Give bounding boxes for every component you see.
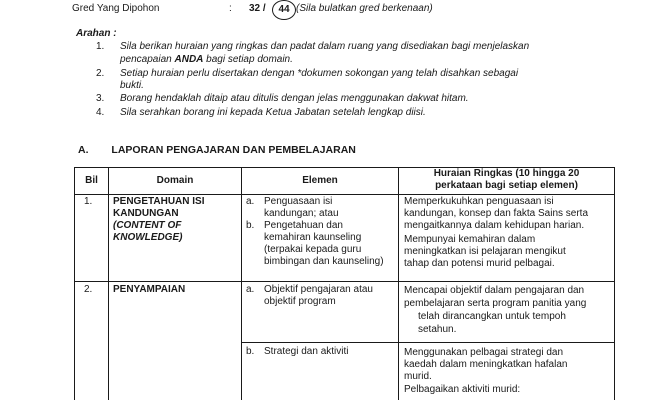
- row-1-huraian-a-line-1: Memperkukuhkan penguasaan isi: [404, 196, 554, 207]
- header-bil: Bil: [85, 175, 98, 186]
- row-1-domain-line-2: KANDUNGAN: [113, 208, 179, 219]
- grade-option-32: 32 /: [249, 3, 266, 14]
- row-2-element-a-letter: a.: [246, 284, 255, 295]
- instructions-title: Arahan :: [76, 28, 117, 39]
- row-2-bil: 2.: [84, 284, 93, 295]
- row-2-domain: PENYAMPAIAN: [113, 284, 186, 295]
- row-2-huraian-b-line-1: Menggunakan pelbagai strategi dan: [404, 347, 564, 358]
- instruction-number-2: 2.: [96, 68, 105, 79]
- section-heading: LAPORAN PENGAJARAN DAN PEMBELAJARAN: [111, 144, 356, 156]
- row-1-element-a-letter: a.: [246, 196, 255, 207]
- instruction-2-line-2: bukti.: [120, 80, 144, 91]
- row-1-element-a-line-2: kandungan; atau: [264, 208, 339, 219]
- row-1-huraian-b-line-3: tahap dan potensi murid pelbagai.: [404, 258, 555, 269]
- instruction-3-line-1: Borang hendaklah ditaip atau ditulis dengan jelas menggunakan dakwat hitam.: [120, 93, 469, 104]
- row-2-huraian-b-line-2: kaedah dalam meningkatkan hafalan: [404, 359, 568, 370]
- instruction-number-4: 4.: [96, 107, 105, 118]
- grade-note: (Sila bulatkan gred berkenaan): [296, 3, 433, 14]
- row-2-element-a-line-1: Objektif pengajaran atau: [264, 284, 373, 295]
- row-2-element-b-line-1: Strategi dan aktiviti: [264, 346, 349, 357]
- section-letter: A.: [78, 144, 89, 156]
- header-domain: Domain: [156, 175, 194, 186]
- instruction-number-3: 3.: [96, 93, 105, 104]
- row-1-domain-line-1: PENGETAHUAN ISI: [113, 196, 205, 207]
- row-2-huraian-a-line-2: pembelajaran serta program panitia yang: [404, 298, 587, 309]
- grade-label: Gred Yang Dipohon: [72, 3, 160, 14]
- row-1-huraian-a-line-3: mengaitkannya dalam kehidupan harian.: [404, 220, 585, 231]
- table-subrow-divider: [241, 342, 615, 343]
- instruction-1-line-1: Sila berikan huraian yang ringkas dan padat dalam ruang yang disediakan bagi menjelaskan: [120, 41, 530, 52]
- instruction-number-1: 1.: [96, 41, 105, 52]
- row-1-huraian-a-line-2: kandungan, konsep dan fakta Sains serta: [404, 208, 589, 219]
- grade-option-44-circled: 44: [272, 0, 296, 20]
- row-2-element-b-letter: b.: [246, 346, 255, 357]
- row-1-domain-en-line-1: (CONTENT OF: [113, 220, 182, 231]
- table-col-divider-2: [241, 167, 242, 400]
- header-elemen: Elemen: [302, 175, 338, 186]
- instruction-1-line-2: pencapaian ANDA bagi setiap domain.: [120, 54, 293, 65]
- table-row-divider: [74, 281, 615, 282]
- row-1-element-b-line-4: bimbingan dan kaunseling): [264, 256, 384, 267]
- row-1-element-b-line-2: kemahiran kaunseling: [264, 232, 362, 243]
- section-title: [78, 144, 356, 156]
- table-col-divider-1: [108, 167, 109, 400]
- row-2-element-a-line-2: objektif program: [264, 296, 336, 307]
- grade-colon: :: [229, 3, 232, 14]
- row-1-domain-en-line-2: KNOWLEDGE): [113, 232, 183, 243]
- row-1-element-a-line-1: Penguasaan isi: [264, 196, 333, 207]
- row-1-bil: 1.: [84, 196, 93, 207]
- row-1-huraian-b-line-2: meningkatkan isi pelajaran mengikut: [404, 246, 566, 257]
- row-1-element-b-line-1: Pengetahuan dan: [264, 220, 343, 231]
- table-col-divider-3: [398, 167, 399, 400]
- instruction-4-line-1: Sila serahkan borang ini kepada Ketua Jabatan setelah lengkap diisi.: [120, 107, 426, 118]
- row-2-huraian-b-line-3: murid.: [404, 371, 432, 382]
- row-1-huraian-b-line-1: Mempunyai kemahiran dalam: [404, 234, 536, 245]
- row-2-huraian-a-line-3: telah dirancangkan untuk tempoh: [418, 311, 566, 322]
- table-border-right: [614, 167, 615, 400]
- row-1-element-b-letter: b.: [246, 220, 255, 231]
- row-1-element-b-line-3: (terpakai kepada guru: [264, 244, 362, 255]
- header-huraian-line-2: perkataan bagi setiap elemen): [435, 180, 578, 191]
- row-2-huraian-b-line-4: Pelbagaikan aktiviti murid:: [404, 384, 521, 395]
- header-huraian-line-1: Huraian Ringkas (10 hingga 20: [433, 168, 580, 179]
- row-2-huraian-a-line-1: Mencapai objektif dalam pengajaran dan: [404, 285, 585, 296]
- table-header-bottom: [74, 194, 615, 195]
- table-border-left: [74, 167, 75, 400]
- row-2-huraian-a-line-4: setahun.: [418, 324, 457, 335]
- instruction-2-line-1: Setiap huraian perlu disertakan dengan *dokumen sokongan yang telah disahkan sebagai: [120, 68, 519, 79]
